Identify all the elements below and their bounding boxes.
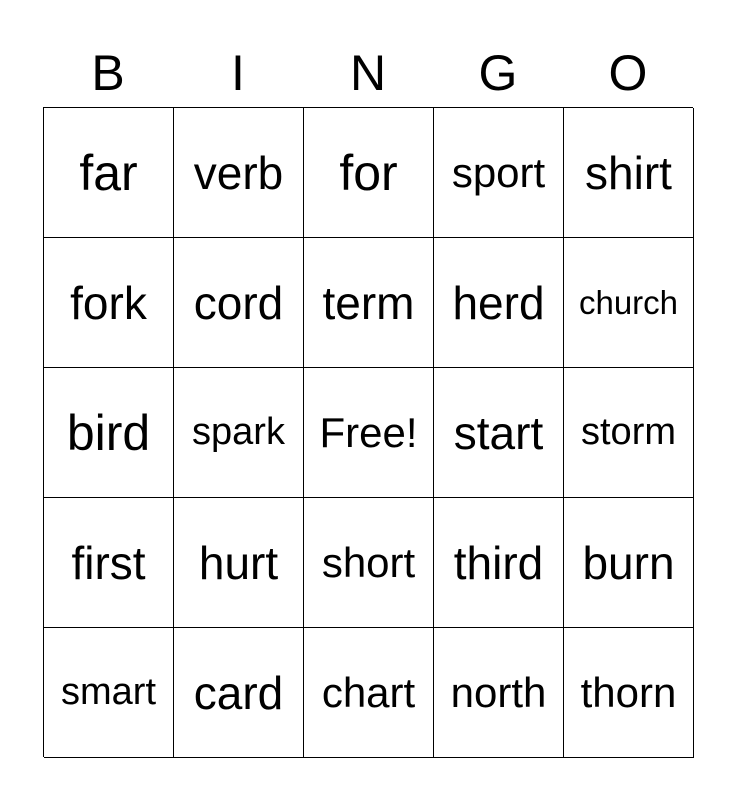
bingo-cell[interactable] <box>174 368 304 498</box>
cell-word: smart <box>61 671 156 713</box>
cell-word: spark <box>192 411 285 453</box>
header-letter-o: O <box>608 45 648 101</box>
bingo-cell[interactable] <box>174 628 304 758</box>
bingo-cell[interactable] <box>304 238 434 368</box>
header-letter-i: I <box>231 45 245 101</box>
bingo-cell[interactable] <box>304 108 434 238</box>
header-letter-n: N <box>349 45 387 101</box>
bingo-grid <box>43 107 693 757</box>
cell-word: herd <box>452 276 545 329</box>
bingo-cell[interactable] <box>44 238 174 368</box>
bingo-cell[interactable] <box>564 498 694 628</box>
cell-word: storm <box>581 411 676 453</box>
cell-word: for <box>339 144 398 201</box>
cell-word: north <box>450 668 547 716</box>
bingo-cell[interactable] <box>434 108 564 238</box>
cell-word: sport <box>451 148 546 196</box>
bingo-cell[interactable] <box>564 238 694 368</box>
cell-word: verb <box>193 146 284 199</box>
bingo-cell[interactable] <box>564 628 694 758</box>
cell-word: far <box>79 144 138 201</box>
bingo-cell[interactable] <box>44 368 174 498</box>
cell-word: hurt <box>198 536 279 589</box>
cell-word: burn <box>582 536 675 589</box>
cell-word: chart <box>321 668 416 716</box>
cell-word: card <box>193 666 284 719</box>
cell-word: first <box>71 536 146 589</box>
cell-word: bird <box>66 404 151 461</box>
bingo-cell[interactable] <box>44 108 174 238</box>
cell-word: church <box>578 283 679 321</box>
cell-word: fork <box>70 276 147 329</box>
bingo-cell[interactable] <box>434 498 564 628</box>
cell-word: thorn <box>580 668 677 716</box>
header-letter-b: B <box>91 45 125 101</box>
bingo-cell free-space[interactable] <box>304 368 434 498</box>
bingo-cell[interactable] <box>44 628 174 758</box>
cell-word: term <box>322 276 415 329</box>
cell-word: cord <box>193 276 284 329</box>
free-space-label: Free! <box>319 408 418 456</box>
bingo-cell[interactable] <box>564 108 694 238</box>
cell-word: short <box>321 538 416 586</box>
bingo-cell[interactable] <box>44 498 174 628</box>
bingo-cell[interactable] <box>174 498 304 628</box>
header-letter-g: G <box>478 45 518 101</box>
bingo-cell[interactable] <box>434 628 564 758</box>
cell-word: third <box>453 536 544 589</box>
bingo-cell[interactable] <box>174 108 304 238</box>
bingo-cell[interactable] <box>434 368 564 498</box>
cell-word: start <box>453 406 544 459</box>
bingo-cell[interactable] <box>564 368 694 498</box>
bingo-cell[interactable] <box>304 498 434 628</box>
bingo-cell[interactable] <box>434 238 564 368</box>
cell-word: shirt <box>585 146 672 199</box>
bingo-cell[interactable] <box>174 238 304 368</box>
bingo-cell[interactable] <box>304 628 434 758</box>
bingo-header <box>43 42 693 104</box>
